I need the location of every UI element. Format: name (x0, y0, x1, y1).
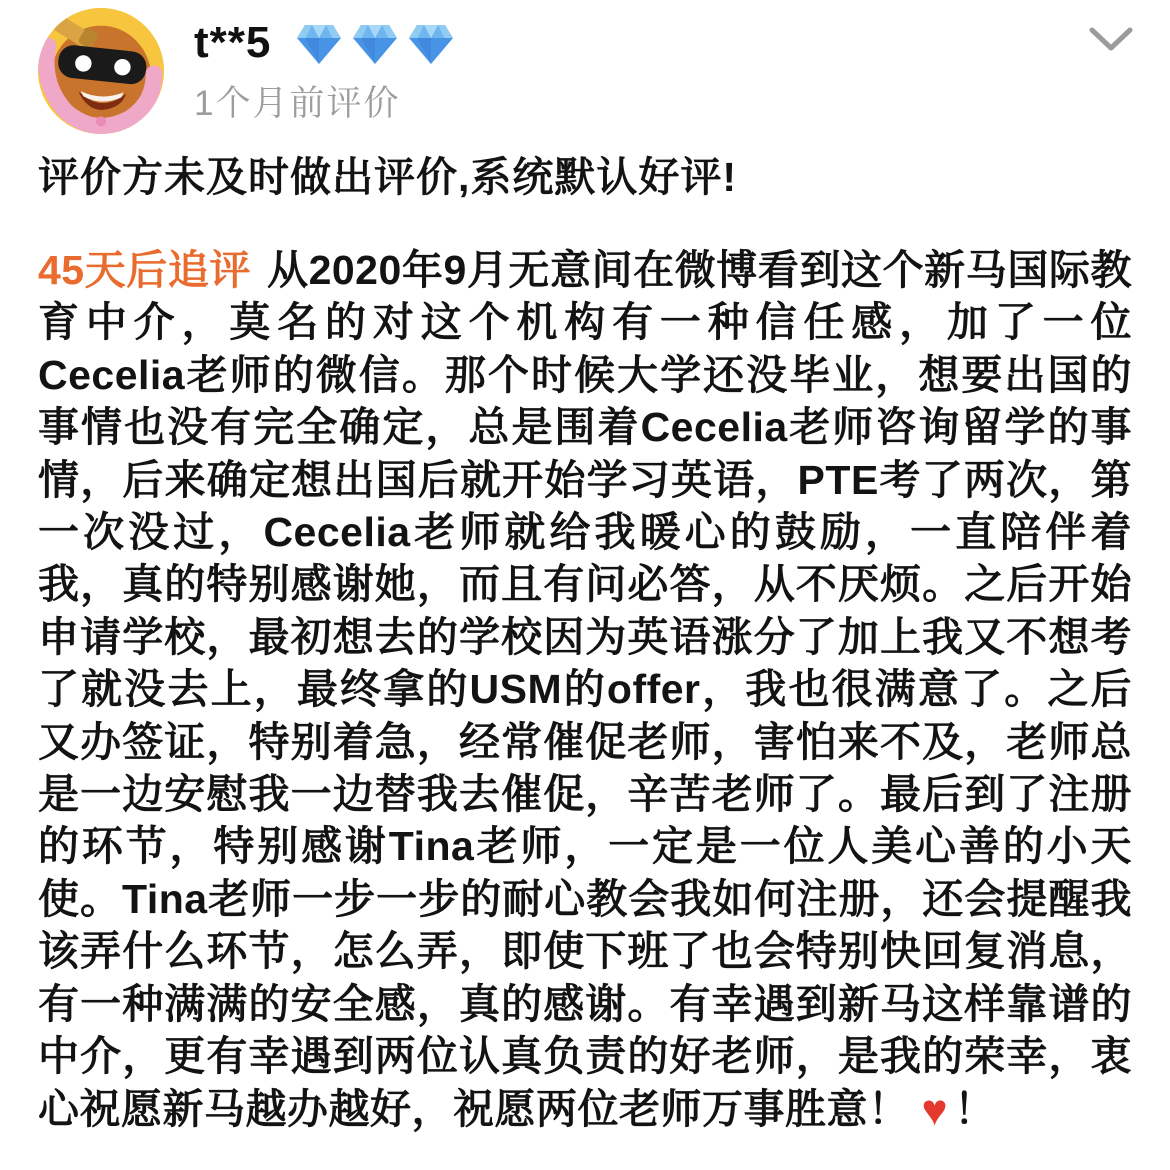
review-card (38, 0, 1132, 1137)
review-closing: ！ (954, 1085, 996, 1132)
rating-level (293, 18, 461, 68)
reviewer-username: t**5 (194, 18, 272, 67)
diamond-icon (405, 18, 457, 68)
diamond-icon (349, 18, 401, 68)
avatar-illustration (38, 8, 164, 134)
diamond-icon (293, 18, 345, 68)
heart-icon: ♥ (921, 1085, 949, 1135)
review-timestamp: 1个月前评价 (194, 84, 401, 123)
reviewer-info (194, 8, 461, 121)
chevron-down-icon[interactable] (1088, 22, 1134, 56)
review-text (38, 244, 1132, 1137)
review-body-text: 从2020年9月无意间在微博看到这个新马国际教育中介，莫名的对这个机构有一种信任感，加了一位Cecelia老师的微信。那个时候大学还没毕业，想要出国的事情也没有完全确定，总是围着Cecelia老师咨询留学的事情，后来确定想出国后就开始学习英语，PTE考了两次，第一次没过，Cecelia老师就给我暖心的鼓励，一直陪伴着我，真的特别感谢她，而且有问必答，从不厌烦。之后开始申请学校，最初想去的学校因为英语涨分了加上我又不想考了就没去上，最终拿的USM的offer，我也很满意了。之后又办签证，特别着急，经常催促老师，害怕来不及，老师总是一边安慰我一边替我去催促，辛苦老师了。最后到了注册的环节，特别感谢Tina老师，一定是一位人美心善的小天使。Tina老师一步一步的耐心教会我如何注册，还会提醒我该弄什么环节，怎么弄，即使下班了也会特别快回复消息，有一种满满的安全感，真的感谢。有幸遇到新马这样靠谱的中介，更有幸遇到两位认真负责的好老师，是我的荣幸，衷心祝愿新马越办越好，祝愿两位老师万事胜意！ (38, 247, 1132, 1132)
system-default-note: 评价方未及时做出评价,系统默认好评! (38, 154, 738, 200)
avatar[interactable] (38, 8, 164, 134)
review-header (38, 8, 1132, 134)
append-review-label: 45天后追评 (38, 247, 251, 293)
